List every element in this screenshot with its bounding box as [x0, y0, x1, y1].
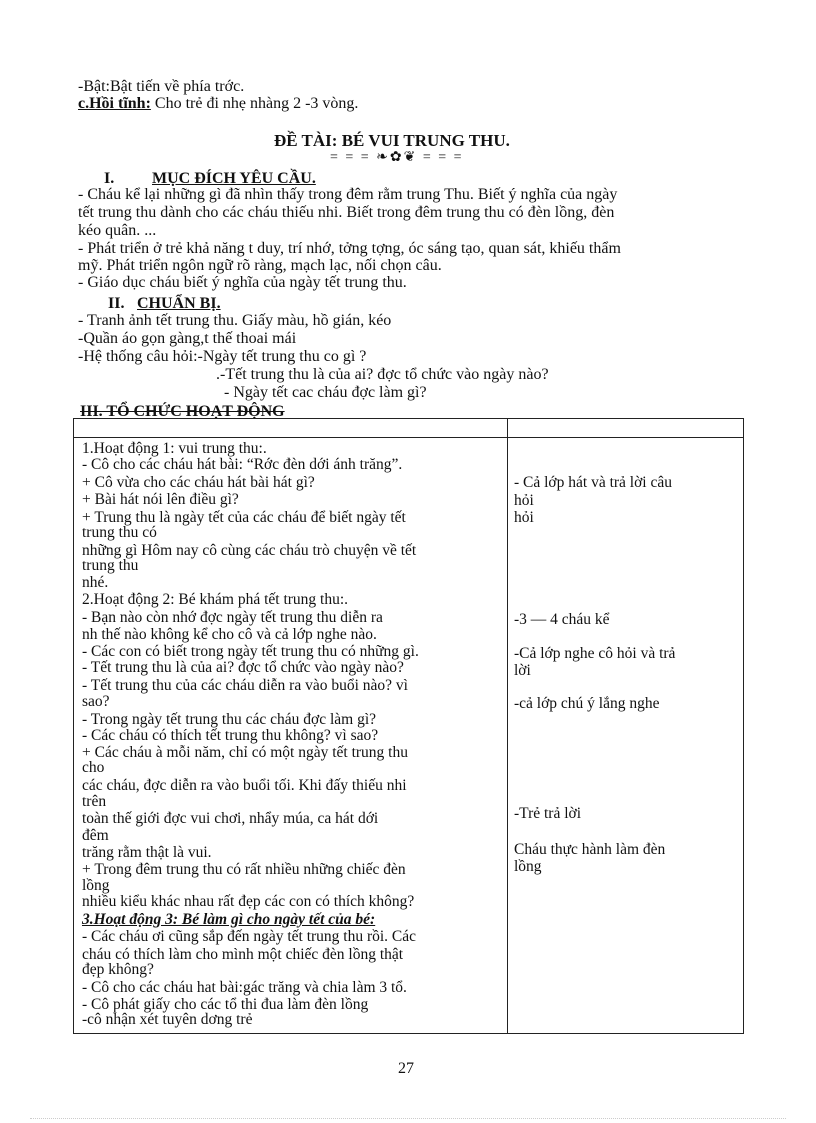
teacher-activity-line: nhé.	[82, 574, 109, 591]
section1-line: - Cháu kể lại những gì đã nhìn thấy trong đêm rằm trung Thu. Biết ý nghĩa của ngày	[78, 186, 618, 203]
teacher-activity-line: - Trong ngày tết trung thu các cháu đợc làm gì?	[82, 711, 377, 728]
teacher-activity-line: + Bài hát nói lên điều gì?	[82, 491, 239, 508]
child-activity-line: hỏi	[514, 492, 534, 509]
child-activity-line: -Cả lớp nghe cô hỏi và trả	[514, 645, 676, 662]
hoi-tinh-text: Cho trẻ đi nhẹ nhàng 2 -3 vòng.	[150, 95, 359, 112]
child-activity-line: - Cả lớp hát và trả lời câu	[514, 474, 672, 491]
teacher-activity-line: - Tết trung thu là của ai? đợc tổ chức vào ngày nào?	[82, 659, 404, 676]
teacher-activity-line: - Bạn nào còn nhớ đợc ngày tết trung thu diễn ra	[82, 609, 383, 626]
teacher-activity-line: trăng rằm thật là vui.	[82, 844, 212, 861]
table-header-right	[508, 419, 744, 438]
teacher-activity-line: cháu có thích làm cho mình một chiếc đèn lồng thật	[82, 946, 404, 963]
child-activity-line: hỏi	[514, 509, 534, 526]
teacher-activity-line: - Cô phát giấy cho các tổ thi đua làm đèn lồng	[82, 996, 369, 1013]
teacher-activity-line: - Cô cho các cháu hat bài:gác trăng và chia làm 3 tổ.	[82, 979, 407, 996]
section1-line: - Phát triển ở trẻ khả năng t duy, trí nhớ, tởng tợng, óc sáng tạo, quan sát, khiếu thẩm	[78, 240, 621, 257]
child-activities-cell	[508, 438, 744, 1034]
child-activity-line: lời	[514, 662, 531, 679]
child-activity-line: -Trẻ trả lời	[514, 805, 582, 822]
child-activity-line: -3 — 4 cháu kể	[514, 611, 610, 628]
line-hoi-tinh	[78, 95, 358, 113]
section2-line: -Hệ thống câu hỏi:-Ngày tết trung thu co gì ?	[78, 348, 367, 365]
topic-title: ĐỀ TÀI: BÉ VUI TRUNG THU.	[274, 131, 510, 150]
teacher-activity-line: nh thế nào không kể cho cô và cả lớp nghe nào.	[82, 626, 377, 643]
section1-line: kéo quân. ...	[78, 222, 157, 239]
section1-heading: MỤC ĐÍCH YÊU CẦU.	[152, 170, 316, 187]
teacher-activity-line: sao?	[82, 693, 110, 710]
teacher-activity-line: - Các cháu ơi cũng sắp đến ngày tết trung thu rồi. Các	[82, 928, 417, 945]
section1-number: I.	[104, 170, 115, 187]
footer-dotted-line	[30, 1118, 786, 1119]
teacher-activity-line: 2.Hoạt động 2: Bé khám phá tết trung thu:.	[82, 591, 349, 608]
section2-number: II.	[108, 295, 125, 312]
teacher-activity-line: cho	[82, 759, 105, 776]
section2-line: -Quần áo gọn gàng,t thế thoai mái	[78, 330, 297, 347]
section2-line: - Tranh ảnh tết trung thu. Giấy màu, hồ gián, kéo	[78, 312, 392, 329]
teacher-activity-line: các cháu, đợc diễn ra vào buổi tối. Khi đấy thiếu nhi	[82, 777, 407, 794]
teacher-activity-line: đêm	[82, 827, 109, 844]
section2-heading: CHUẨN BỊ.	[137, 295, 221, 312]
teacher-activity-line: + Các cháu à mỗi năm, chỉ có một ngày tết trung thu	[82, 744, 408, 761]
teacher-activity-line: + Cô vừa cho các cháu hát bài hát gì?	[82, 474, 315, 491]
line-bat: -Bật:Bật tiến về phía trớc.	[78, 78, 245, 95]
teacher-activity-line: toàn thế giới đợc vui chơi, nhẩy múa, ca hát dới	[82, 810, 379, 827]
section2-line: - Ngày tết cac cháu đợc làm gì?	[224, 384, 427, 401]
activity-table	[73, 418, 744, 1034]
teacher-activity-line: đẹp không?	[82, 961, 154, 978]
teacher-activity-line: trên	[82, 793, 107, 810]
section2-line: .-Tết trung thu là của ai? đợc tổ chức vào ngày nào?	[216, 366, 549, 383]
child-activity-line: -cả lớp chú ý lắng nghe	[514, 695, 660, 712]
child-activity-line: lồng	[514, 858, 542, 875]
teacher-activity-line: + Trong đêm trung thu có rất nhiều những chiếc đèn	[82, 861, 406, 878]
hoi-tinh-label: c.Hồi tĩnh:	[78, 95, 151, 112]
teacher-activities-cell	[74, 438, 508, 1034]
teacher-activity-line: lồng	[82, 877, 110, 894]
page-number: 27	[398, 1060, 414, 1077]
teacher-activity-line: -cô nhận xét tuyên dơng trẻ	[82, 1011, 253, 1028]
teacher-activity-line: + Trung thu là ngày tết của các cháu để biết ngày tết	[82, 509, 406, 526]
teacher-activity-line: nhiều kiểu khác nhau rất đẹp các con có thích không?	[82, 893, 415, 910]
teacher-activity-line: - Các con có biết trong ngày tết trung thu có những gì.	[82, 643, 419, 660]
teacher-activity-line: - Các cháu có thích tết trung thu không? vì sao?	[82, 727, 379, 744]
teacher-activity-line: những gì Hôm nay cô cùng các cháu trò chuyện về tết	[82, 542, 417, 559]
teacher-activity-line: 1.Hoạt động 1: vui trung thu:.	[82, 440, 267, 457]
child-activity-line: Cháu thực hành làm đèn	[514, 841, 666, 858]
teacher-activity-line: 3.Hoạt động 3: Bé làm gì cho ngày tết của bé:	[82, 911, 376, 928]
table-header-left	[74, 419, 508, 438]
section1-line: mỹ. Phát triển ngôn ngữ rõ ràng, mạch lạc, nối chọn câu.	[78, 257, 442, 274]
section1-line: tết trung thu dành cho các cháu thiếu nhi. Biết trong đêm trung thu có đèn lồng, đèn	[78, 204, 615, 221]
section3-heading: III. TỔ CHỨC HOẠT ĐỘNG	[80, 403, 285, 420]
teacher-activity-line: trung thu có	[82, 524, 157, 541]
title-ornament: = = = ❧✿❦ = = =	[330, 150, 464, 165]
teacher-activity-line: trung thu	[82, 557, 139, 574]
teacher-activity-line: - Tết trung thu của các cháu diễn ra vào buổi nào? vì	[82, 677, 408, 694]
teacher-activity-line: - Cô cho các cháu hát bài: “Rớc đèn dới ánh trăng”.	[82, 456, 403, 473]
section1-line: - Giáo dục cháu biết ý nghĩa của ngày tết trung thu.	[78, 274, 407, 291]
